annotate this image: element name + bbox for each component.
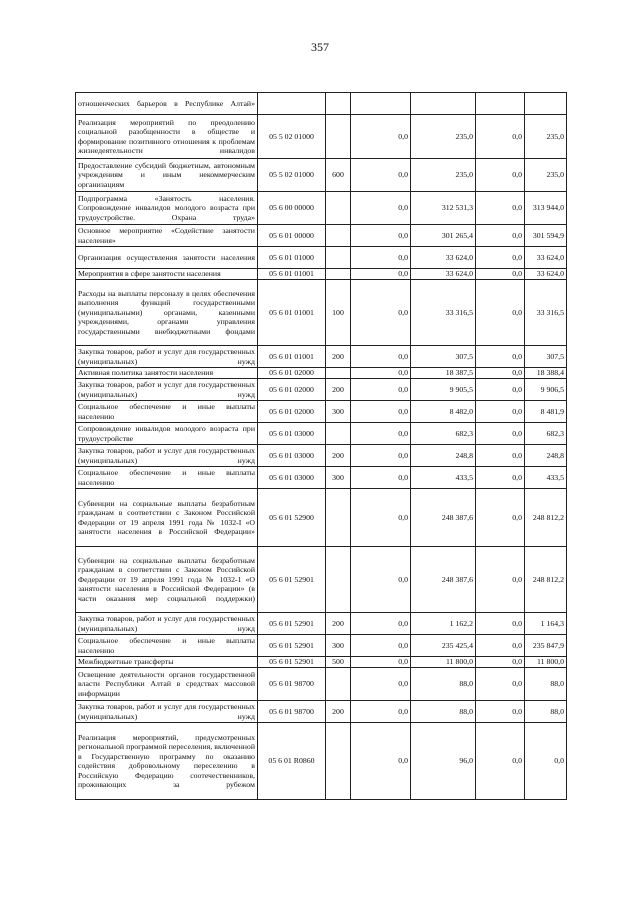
row-value-1: 0,0 [351, 723, 411, 800]
table-row [76, 192, 567, 225]
row-value-1: 0,0 [351, 401, 411, 423]
row-value-1: 0,0 [351, 445, 411, 467]
row-name: Реализация мероприятий, предусмотренных региональной программой переселения, включенной в Государственную программу по оказанию содействия добровольному переселению в Российскую Федерацию соотечественников, проживающих за рубежом [76, 723, 258, 800]
row-name: Мероприятия в сфере занятости населения [76, 269, 258, 280]
row-value-2: 301 265,4 [411, 225, 476, 247]
row-value-4: 235,0 [525, 115, 567, 159]
table-row [76, 225, 567, 247]
row-expense-type [326, 269, 351, 280]
row-value-3: 0,0 [476, 489, 525, 547]
row-value-2: 1 162,2 [411, 613, 476, 635]
row-value-2: 9 905,5 [411, 379, 476, 401]
row-name: Организация осуществления занятости населения [76, 247, 258, 269]
row-value-1: 0,0 [351, 192, 411, 225]
row-value-2: 248 387,6 [411, 489, 476, 547]
row-value-3: 0,0 [476, 159, 525, 192]
row-value-2: 11 800,0 [411, 657, 476, 668]
row-value-3: 0,0 [476, 723, 525, 800]
row-value-1: 0,0 [351, 115, 411, 159]
row-value-3: 0,0 [476, 280, 525, 346]
row-name: Сопровождение инвалидов молодого возраста при трудоустройстве [76, 423, 258, 445]
table-row [76, 269, 567, 280]
row-expense-type [326, 668, 351, 701]
table-row [76, 701, 567, 723]
row-value-4: 8 481,9 [525, 401, 567, 423]
table-row [76, 723, 567, 800]
row-value-1: 0,0 [351, 379, 411, 401]
row-value-4: 9 906,5 [525, 379, 567, 401]
row-expense-type [326, 225, 351, 247]
row-value-1: 0,0 [351, 225, 411, 247]
row-expense-type: 500 [326, 657, 351, 668]
row-value-4: 88,0 [525, 701, 567, 723]
row-name: Предоставление субсидий бюджетным, автономным учреждениям и иным некоммерческим организациям [76, 159, 258, 192]
row-code: 05 6 01 52901 [258, 547, 326, 613]
row-value-1: 0,0 [351, 635, 411, 657]
row-expense-type: 100 [326, 280, 351, 346]
row-value-1: 0,0 [351, 247, 411, 269]
row-code: 05 6 01 00000 [258, 225, 326, 247]
row-value-1: 0,0 [351, 489, 411, 547]
row-value-1: 0,0 [351, 423, 411, 445]
table-row [76, 423, 567, 445]
row-value-3: 0,0 [476, 668, 525, 701]
row-expense-type: 200 [326, 445, 351, 467]
row-code: 05 5 02 01000 [258, 159, 326, 192]
row-value-2: 433,5 [411, 467, 476, 489]
row-expense-type: 300 [326, 467, 351, 489]
row-value-3: 0,0 [476, 247, 525, 269]
table-row [76, 379, 567, 401]
row-value-1: 0,0 [351, 668, 411, 701]
row-value-3: 0,0 [476, 346, 525, 368]
row-name: Основное мероприятие «Содействие занятости населения» [76, 225, 258, 247]
row-value-3: 0,0 [476, 379, 525, 401]
row-value-3: 0,0 [476, 225, 525, 247]
row-value-4: 33 316,5 [525, 280, 567, 346]
row-code: 05 6 01 R0860 [258, 723, 326, 800]
row-expense-type [326, 368, 351, 379]
row-value-4: 11 800,0 [525, 657, 567, 668]
row-value-3: 0,0 [476, 115, 525, 159]
row-value-4: 307,5 [525, 346, 567, 368]
row-code: 05 6 01 52901 [258, 613, 326, 635]
row-value-4: 1 164,3 [525, 613, 567, 635]
row-code: 05 6 01 03000 [258, 467, 326, 489]
row-value-3: 0,0 [476, 657, 525, 668]
row-value-1 [351, 93, 411, 115]
row-value-2: 312 531,3 [411, 192, 476, 225]
row-expense-type: 300 [326, 401, 351, 423]
row-value-3: 0,0 [476, 635, 525, 657]
row-code: 05 5 02 01000 [258, 115, 326, 159]
row-code: 05 6 01 01001 [258, 280, 326, 346]
row-code: 05 6 01 01001 [258, 269, 326, 280]
table-row [76, 159, 567, 192]
budget-table [75, 92, 567, 800]
row-name: Закупка товаров, работ и услуг для государственных (муниципальных) нужд [76, 701, 258, 723]
row-value-3: 0,0 [476, 269, 525, 280]
row-expense-type [326, 115, 351, 159]
row-value-1: 0,0 [351, 547, 411, 613]
row-code: 05 6 01 01001 [258, 346, 326, 368]
row-name: Закупка товаров, работ и услуг для государственных (муниципальных) нужд [76, 445, 258, 467]
row-value-1: 0,0 [351, 368, 411, 379]
table-row [76, 489, 567, 547]
row-expense-type [326, 423, 351, 445]
row-name: Субвенции на социальные выплаты безработным гражданам в соответствии с Законом Российской Федерации от 19 апреля 1991 года № 1032-I «О занятости населения в Российской Федерации» [76, 489, 258, 547]
row-value-3: 0,0 [476, 547, 525, 613]
row-name: Социальное обеспечение и иные выплаты населению [76, 401, 258, 423]
table-row [76, 445, 567, 467]
row-value-2: 33 624,0 [411, 269, 476, 280]
row-value-4: 18 388,4 [525, 368, 567, 379]
row-value-4: 433,5 [525, 467, 567, 489]
row-value-1: 0,0 [351, 657, 411, 668]
row-value-4: 248 812,2 [525, 547, 567, 613]
row-expense-type [326, 192, 351, 225]
table-row [76, 401, 567, 423]
row-code: 05 6 01 03000 [258, 445, 326, 467]
row-name: Активная политика занятости населения [76, 368, 258, 379]
row-value-4: 235 847,9 [525, 635, 567, 657]
row-name: отношенческих барьеров в Республике Алтай» [76, 93, 258, 115]
row-value-2: 307,5 [411, 346, 476, 368]
row-value-2: 33 316,5 [411, 280, 476, 346]
row-value-1: 0,0 [351, 613, 411, 635]
row-value-2: 18 387,5 [411, 368, 476, 379]
row-name: Закупка товаров, работ и услуг для государственных (муниципальных) нужд [76, 613, 258, 635]
row-value-2: 33 624,0 [411, 247, 476, 269]
row-value-4: 313 944,0 [525, 192, 567, 225]
row-value-4: 235,0 [525, 159, 567, 192]
row-name: Субвенции на социальные выплаты безработным гражданам в соответствии с Законом Российской Федерации от 19 апреля 1991 года № 1032-1 «О занятости населения в Российской Федерации» (в части оказания мер социальной поддержки) [76, 547, 258, 613]
row-code: 05 6 01 52901 [258, 635, 326, 657]
row-value-2: 88,0 [411, 701, 476, 723]
row-value-4: 248 812,2 [525, 489, 567, 547]
row-value-2: 682,3 [411, 423, 476, 445]
row-value-2 [411, 93, 476, 115]
table-row [76, 547, 567, 613]
row-value-2: 248 387,6 [411, 547, 476, 613]
row-value-1: 0,0 [351, 467, 411, 489]
row-value-2: 248,8 [411, 445, 476, 467]
row-value-3: 0,0 [476, 423, 525, 445]
row-value-2: 8 482,0 [411, 401, 476, 423]
table-row [76, 657, 567, 668]
row-value-1: 0,0 [351, 280, 411, 346]
row-value-2: 88,0 [411, 668, 476, 701]
row-expense-type: 200 [326, 613, 351, 635]
row-expense-type [326, 93, 351, 115]
table-row [76, 368, 567, 379]
table-row [76, 247, 567, 269]
row-value-3: 0,0 [476, 467, 525, 489]
row-value-4: 301 594,9 [525, 225, 567, 247]
row-name: Освещение деятельности органов государственной власти Республики Алтай в средствах массовой информации [76, 668, 258, 701]
table-row [76, 346, 567, 368]
table-row [76, 467, 567, 489]
row-code: 05 6 01 01000 [258, 247, 326, 269]
row-value-4: 248,8 [525, 445, 567, 467]
row-code: 05 6 01 98700 [258, 668, 326, 701]
row-expense-type: 300 [326, 635, 351, 657]
table-row [76, 613, 567, 635]
row-value-3 [476, 93, 525, 115]
row-value-3: 0,0 [476, 701, 525, 723]
row-value-4: 682,3 [525, 423, 567, 445]
row-value-3: 0,0 [476, 445, 525, 467]
row-value-4: 0,0 [525, 723, 567, 800]
table-row [76, 280, 567, 346]
page-number: 357 [311, 40, 329, 54]
row-name: Социальное обеспечение и иные выплаты населению [76, 467, 258, 489]
row-expense-type [326, 489, 351, 547]
row-code: 05 6 01 98700 [258, 701, 326, 723]
row-value-4: 88,0 [525, 668, 567, 701]
table-row [76, 93, 567, 115]
budget-table-body [76, 93, 567, 800]
table-row [76, 668, 567, 701]
row-value-4: 33 624,0 [525, 247, 567, 269]
row-value-2: 235 425,4 [411, 635, 476, 657]
row-code: 05 6 01 02000 [258, 401, 326, 423]
row-code: 05 6 01 02000 [258, 368, 326, 379]
row-expense-type: 200 [326, 701, 351, 723]
row-value-4 [525, 93, 567, 115]
row-name: Закупка товаров, работ и услуг для государственных (муниципальных) нужд [76, 346, 258, 368]
row-expense-type [326, 247, 351, 269]
row-code: 05 6 01 52900 [258, 489, 326, 547]
row-name: Подпрограмма «Занятость населения. Сопровождение инвалидов молодого возраста при трудоустройстве. Охрана труда» [76, 192, 258, 225]
row-value-3: 0,0 [476, 368, 525, 379]
row-value-2: 235,0 [411, 159, 476, 192]
row-value-3: 0,0 [476, 401, 525, 423]
row-value-1: 0,0 [351, 701, 411, 723]
row-value-2: 235,0 [411, 115, 476, 159]
row-name: Межбюджетные трансферты [76, 657, 258, 668]
row-expense-type: 200 [326, 379, 351, 401]
row-value-3: 0,0 [476, 192, 525, 225]
row-code: 05 6 01 02000 [258, 379, 326, 401]
row-code: 05 6 01 03000 [258, 423, 326, 445]
row-value-1: 0,0 [351, 346, 411, 368]
row-name: Реализация мероприятий по преодолению социальной разобщенности в обществе и формирование позитивного отношения к проблемам жизнедеятельности инвалидов [76, 115, 258, 159]
row-value-3: 0,0 [476, 613, 525, 635]
table-row [76, 115, 567, 159]
row-value-2: 96,0 [411, 723, 476, 800]
row-expense-type [326, 723, 351, 800]
row-expense-type: 600 [326, 159, 351, 192]
row-expense-type [326, 547, 351, 613]
row-name: Социальное обеспечение и иные выплаты населению [76, 635, 258, 657]
row-value-4: 33 624,0 [525, 269, 567, 280]
row-code: 05 6 01 52901 [258, 657, 326, 668]
row-expense-type: 200 [326, 346, 351, 368]
row-name: Расходы на выплаты персоналу в целях обеспечения выполнения функций государственными (муниципальными) органами, казенными учреждениями, органами управления государственными внебюджетными фондами [76, 280, 258, 346]
row-value-1: 0,0 [351, 269, 411, 280]
row-value-1: 0,0 [351, 159, 411, 192]
row-code [258, 93, 326, 115]
row-code: 05 6 00 00000 [258, 192, 326, 225]
row-name: Закупка товаров, работ и услуг для государственных (муниципальных) нужд [76, 379, 258, 401]
table-row [76, 635, 567, 657]
